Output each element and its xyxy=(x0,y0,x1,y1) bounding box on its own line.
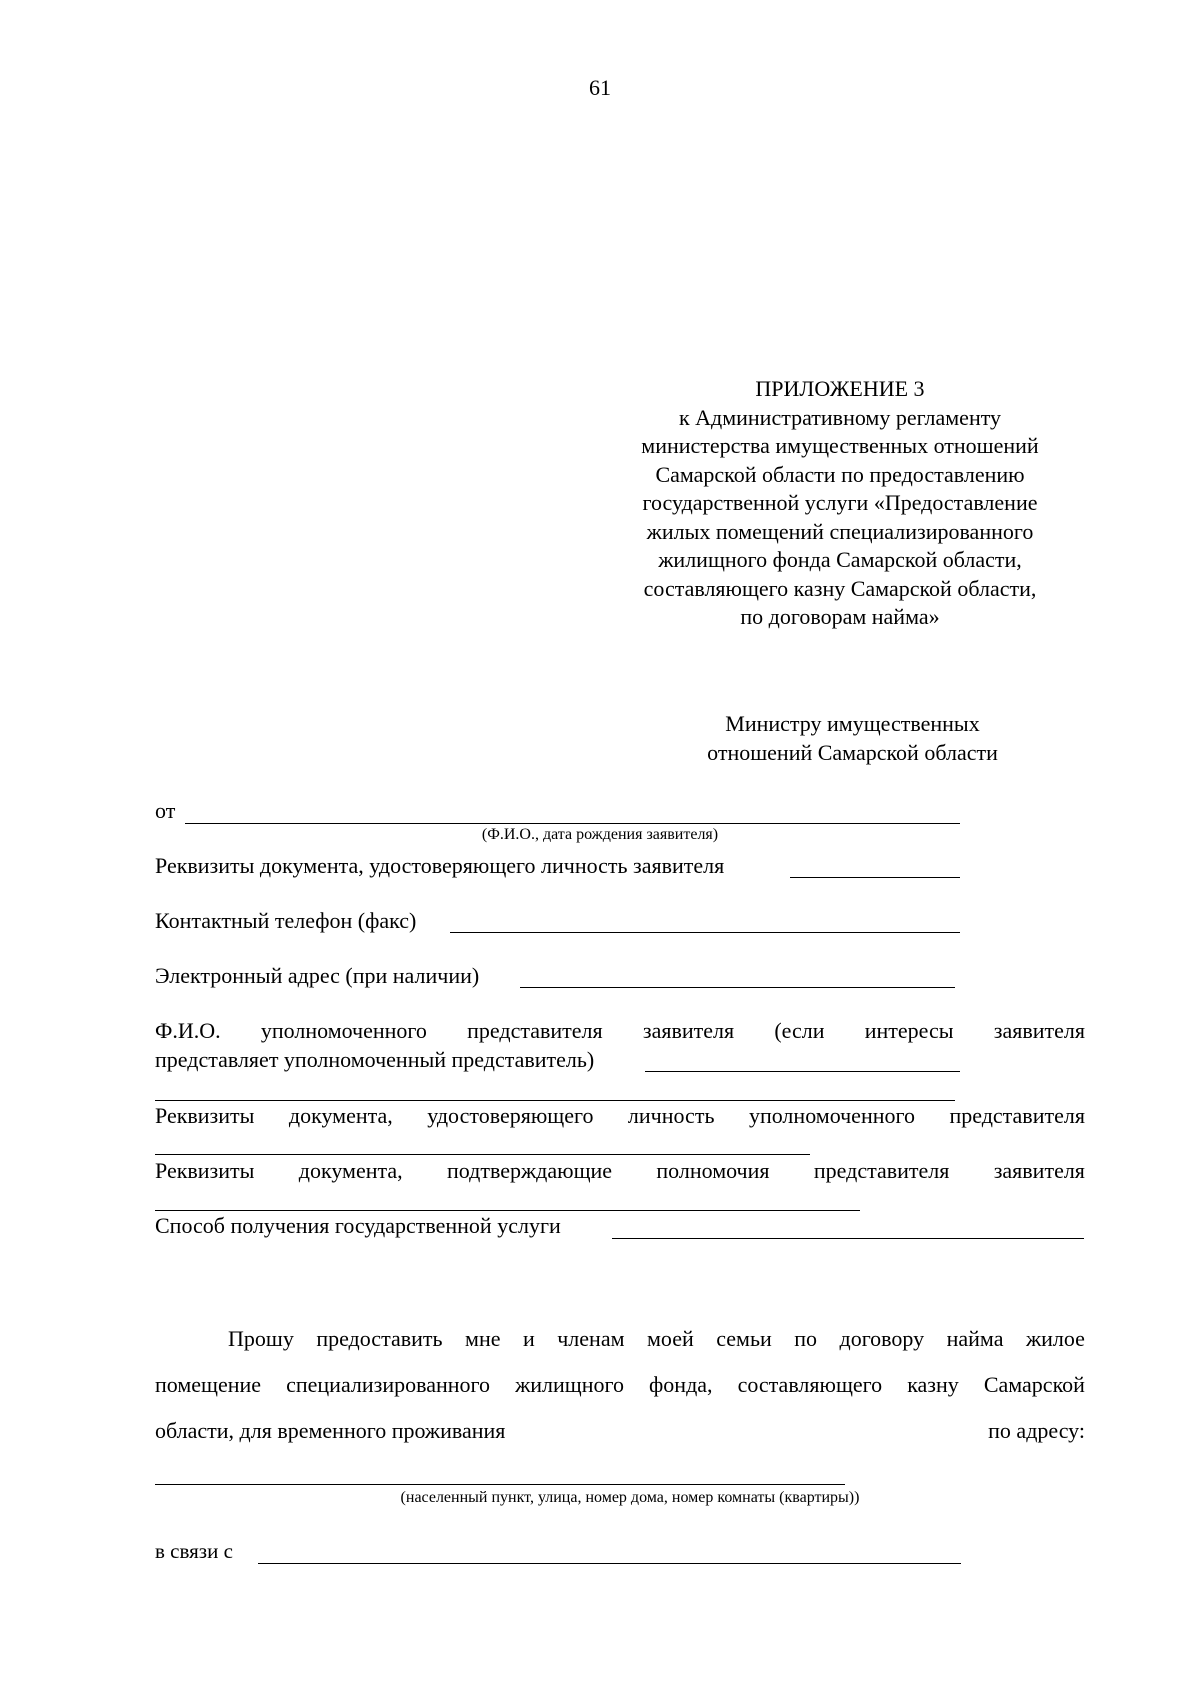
appendix-line: жилищного фонда Самарской области, xyxy=(658,547,1022,572)
word: составляющего xyxy=(737,1372,883,1397)
word: жилое xyxy=(1025,1326,1085,1351)
request-line-3-right: по адресу: xyxy=(988,1418,1085,1443)
word: интересы xyxy=(864,1018,954,1043)
word: найма xyxy=(946,1326,1004,1351)
address-caption: (населенный пункт, улица, номер дома, номер комнаты (квартиры)) xyxy=(400,1489,860,1506)
appendix-line: составляющего казну Самарской области, xyxy=(643,575,1037,601)
email-label: Электронный адрес (при наличии) xyxy=(155,963,480,988)
phone-label: Контактный телефон (факс) xyxy=(155,908,417,933)
word: Прошу xyxy=(228,1326,294,1351)
appendix-line: государственной услуги «Предоставление xyxy=(642,490,1038,515)
request-line-1 xyxy=(228,1326,1085,1352)
word: жилищного xyxy=(515,1372,624,1397)
word: заявителя xyxy=(642,1018,735,1043)
appendix-line: по договорам найма» xyxy=(740,604,940,629)
word: представителя xyxy=(467,1018,603,1043)
word: полномочия xyxy=(656,1158,770,1183)
word: Ф.И.О. xyxy=(155,1018,221,1043)
from-label: от xyxy=(155,798,176,823)
word: специализированного xyxy=(286,1372,491,1397)
delivery-field-line[interactable] xyxy=(612,1238,1084,1239)
word: помещение xyxy=(155,1372,262,1397)
phone-field-line[interactable] xyxy=(450,932,960,933)
rep-authority-field-line[interactable] xyxy=(155,1210,860,1211)
id-document-field-line[interactable] xyxy=(790,877,960,878)
word: предоставить xyxy=(316,1326,443,1351)
word: уполномоченного xyxy=(260,1018,427,1043)
rep-id-field-line[interactable] xyxy=(155,1154,810,1155)
word: по xyxy=(794,1326,818,1351)
rep-name-line1 xyxy=(155,1018,1085,1044)
word: Реквизиты xyxy=(155,1103,255,1128)
addressee-line: Министру имущественных xyxy=(725,711,980,736)
reason-field-line[interactable] xyxy=(258,1563,961,1564)
reason-label: в связи с xyxy=(155,1539,233,1563)
word: казну xyxy=(907,1372,959,1397)
addressee-line: отношений Самарской области xyxy=(707,740,998,765)
word: заявителя xyxy=(993,1158,1085,1183)
request-line-3 xyxy=(155,1418,1085,1444)
appendix-line: Самарской области по предоставлению xyxy=(655,461,1025,487)
addressee xyxy=(680,709,1025,767)
word: удостоверяющего xyxy=(427,1103,594,1128)
word: (если xyxy=(774,1018,825,1043)
appendix-line: к Административному регламенту xyxy=(678,404,1002,430)
word: личность xyxy=(627,1103,715,1128)
word: и xyxy=(522,1326,535,1351)
word: заявителя xyxy=(993,1018,1085,1043)
appendix-line: ПРИЛОЖЕНИЕ 3 xyxy=(755,376,925,401)
word: подтверждающие xyxy=(447,1158,613,1183)
word: представителя xyxy=(949,1103,1085,1128)
from-caption: (Ф.И.О., дата рождения заявителя) xyxy=(481,826,719,843)
appendix-header xyxy=(610,375,1070,632)
request-line-2 xyxy=(155,1372,1085,1398)
word: документа, xyxy=(298,1158,403,1183)
rep-name-field-line-2[interactable] xyxy=(155,1100,955,1101)
word: Самарской xyxy=(983,1372,1085,1397)
address-field-line[interactable] xyxy=(155,1484,845,1485)
word: семьи xyxy=(716,1326,772,1351)
word: представителя xyxy=(813,1158,950,1183)
email-field-line[interactable] xyxy=(520,987,955,988)
page-number: 61 xyxy=(589,75,611,100)
word: уполномоченного xyxy=(748,1103,915,1128)
word: моей xyxy=(647,1326,694,1351)
delivery-label: Способ получения государственной услуги xyxy=(155,1213,561,1238)
appendix-line: жилых помещений специализированного xyxy=(646,518,1034,544)
word: Реквизиты xyxy=(155,1158,255,1183)
rep-authority-label xyxy=(155,1158,1085,1184)
id-document-label: Реквизиты документа, удостоверяющего личность заявителя xyxy=(155,853,725,878)
rep-id-label xyxy=(155,1103,1085,1129)
word: договору xyxy=(839,1326,925,1351)
word: мне xyxy=(465,1326,501,1351)
word: членам xyxy=(557,1326,625,1351)
request-line-3-left: области, для временного проживания xyxy=(155,1418,506,1443)
appendix-line: министерства имущественных отношений xyxy=(641,433,1039,458)
from-field-line[interactable] xyxy=(185,823,960,824)
word: документа, xyxy=(288,1103,393,1128)
word: фонда, xyxy=(649,1372,713,1397)
rep-name-field-line[interactable] xyxy=(645,1071,960,1072)
rep-name-line2: представляет уполномоченный представитель) xyxy=(155,1047,595,1072)
